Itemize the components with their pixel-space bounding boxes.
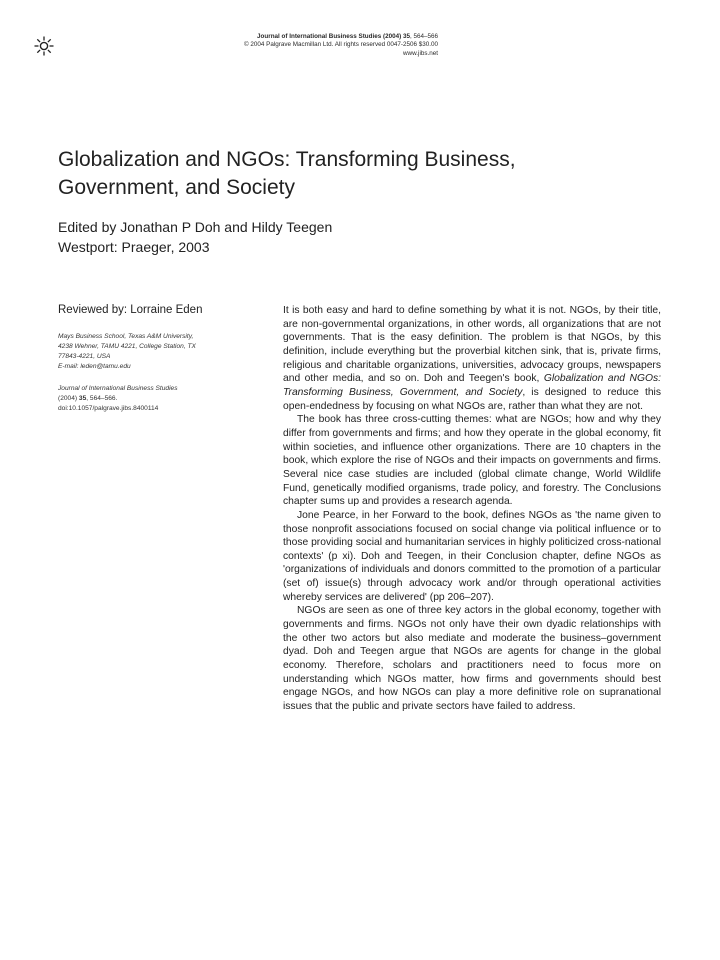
masthead-pages: , 564–566 — [409, 33, 438, 40]
book-title-line-2: Government, and Society — [58, 176, 295, 199]
journal-masthead — [244, 33, 438, 58]
reviewer-affiliation — [58, 332, 258, 372]
paragraph-2: The book has three cross-cutting themes: what are NGOs; how and why they differ from governments and firms; and how they operate in the global economy, fit within societies, and influence other organizations. There are 10 chapters in the book, which explore the rise of NGOs and their impacts on governments and firms. Several nice case studies are included (global climate change, World Wildlife Fund, genetically modified organisms, trade policy, and forestry. The Conclusions chapter sums up and provides a research agenda. — [283, 414, 661, 508]
book-title-italic: Globalization and NGOs: Transforming Business, Government, and Society — [283, 373, 661, 398]
review-body — [283, 304, 661, 714]
citation-doi: doi:10.1057/palgrave.jibs.8400114 — [58, 405, 159, 412]
citation-year: (2004) — [58, 395, 79, 402]
masthead-copyright: © 2004 Palgrave Macmillan Ltd. All rights reserved 0047-2506 $30.00 — [243, 41, 438, 49]
paragraph-4: NGOs are seen as one of three key actors in the global economy, together with governments and firms. NGOs not only have their own dyadic relationships with the other two actors but also mediate and moderate the business–government dyad. Doh and Teegen argue that NGOs are agents for change in the global economy. Therefore, scholars and practitioners need to focus more on understanding which NGOs matter, how firms and governments should best engage NGOs, and how NGOs can play a more definitive role on supranational issues that the public and private sectors have failed to address. — [283, 605, 661, 713]
book-title-line-1: Globalization and NGOs: Transforming Business, — [58, 148, 516, 171]
affiliation-line: Mays Business School, Texas A&M University, — [58, 333, 194, 340]
masthead-site: www.jibs.net — [403, 49, 438, 57]
book-details — [58, 217, 658, 257]
paragraph-1-text-end: , is designed to reduce this open-endedness by focusing on what NGOs are, rather than what they are not. — [283, 386, 661, 412]
paragraph-1-text: It is both easy and hard to define something by what it is not. NGOs, by their title, are non-governmental organizations, in other words, all organizations that are not governments. That is the easy definition. The problem is that NGOs, by this definition, include everything but the proverbial kitchen sink, that is, private firms, religious and charitable organizations, universities, advocacy groups, newspapers and other media, and so on. Doh and Teegen's book, — [283, 305, 661, 385]
paragraph-1 — [283, 304, 661, 413]
citation-journal: Journal of International Business Studies — [58, 385, 178, 392]
masthead-volume: 35 — [402, 33, 410, 40]
book-editors: Edited by Jonathan P Doh and Hildy Teegen — [58, 219, 333, 235]
citation-volume-line — [58, 394, 258, 404]
paragraph-3: Jone Pearce, in her Forward to the book, defines NGOs as 'the name given to those nonprofit associations focused on social change via political influence or to those providing social and humanitarian services in highly politicized cross-national contexts' (p xi). Doh and Teegen, in their Conclusion chapter, define NGOs as 'organizations of individuals and donors committed to the promotion of a particular (set of) issue(s) through advocacy work and/or through operational activities whereby services are delivered' (pp 206–207). — [283, 509, 661, 603]
citation-volume: 35 — [78, 395, 87, 402]
reviewer-name: Reviewed by: Lorraine Eden — [58, 304, 203, 316]
affiliation-line: 77843-4221, USA — [58, 353, 111, 360]
book-title — [58, 146, 658, 202]
article-citation — [58, 384, 258, 414]
affiliation-email: E-mail: leden@tamu.edu — [58, 363, 131, 370]
reviewer-sidebar — [58, 303, 258, 414]
palgrave-logo-icon — [34, 36, 54, 56]
book-publisher: Westport: Praeger, 2003 — [58, 239, 210, 255]
affiliation-line: 4238 Wehner, TAMU 4221, College Station, TX — [58, 343, 196, 350]
citation-pages: , 564–566. — [86, 395, 118, 402]
masthead-journal: Journal of International Business Studies (2004) — [257, 33, 403, 40]
